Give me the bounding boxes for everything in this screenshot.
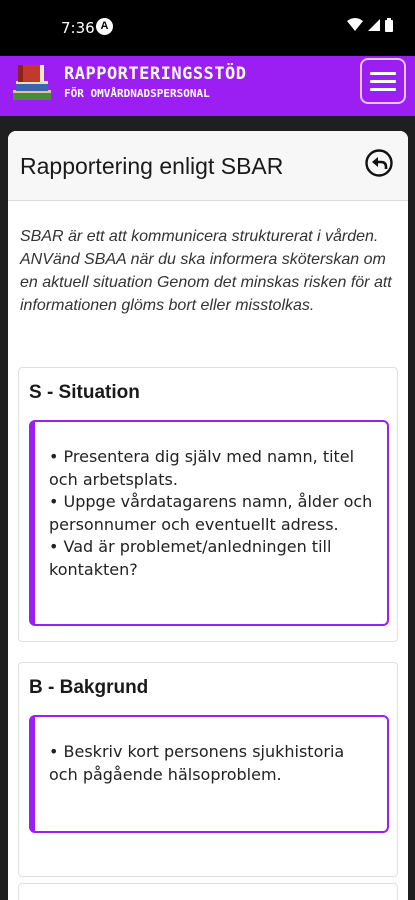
page-title: Rapportering enligt SBAR: [20, 153, 284, 179]
hamburger-icon: [370, 72, 396, 75]
section-title: B - Bakgrund: [29, 677, 149, 698]
content-card: [8, 131, 408, 900]
section-situation: [18, 367, 398, 642]
app-bar: [0, 56, 415, 116]
card-header: [8, 131, 408, 201]
notification-icon: A: [96, 18, 113, 35]
status-icons: [347, 18, 393, 32]
battery-icon: [385, 18, 393, 32]
section-content: [29, 715, 389, 833]
status-time: 7:36: [61, 19, 95, 37]
list-item: • Beskriv kort personens sjukhistoria och pågående hälsoproblem.: [49, 742, 345, 784]
wifi-icon: [347, 18, 363, 32]
status-bar: [0, 0, 415, 56]
list-item: • Presentera dig själv med namn, titel och arbetsplats.: [49, 447, 355, 489]
menu-button[interactable]: [360, 58, 406, 104]
section-title: S - Situation: [29, 382, 140, 403]
section-bakgrund: [18, 662, 398, 877]
list-item: • Vad är problemet/anledningen till kontakten?: [49, 537, 332, 579]
section-next: [18, 883, 398, 900]
signal-icon: [367, 18, 381, 32]
list-item: • Uppge vårdatagarens namn, ålder och personnumer och eventuellt adress.: [49, 492, 373, 534]
books-logo-icon: [10, 60, 56, 106]
section-content: [29, 420, 389, 626]
app-subtitle: FÖR OMVÅRDNADSPERSONAL: [64, 87, 210, 100]
back-arrow-icon[interactable]: [364, 148, 394, 178]
app-title: RAPPORTERINGSSTÖD: [64, 64, 247, 84]
intro-text: SBAR är ett att kommunicera strukturerat i vården. ANVänd SBAA när du ska informera sköterskan om en aktuell situation Genom det minskas risken för att informationen glöms bort eller misstolkas.: [20, 228, 392, 314]
